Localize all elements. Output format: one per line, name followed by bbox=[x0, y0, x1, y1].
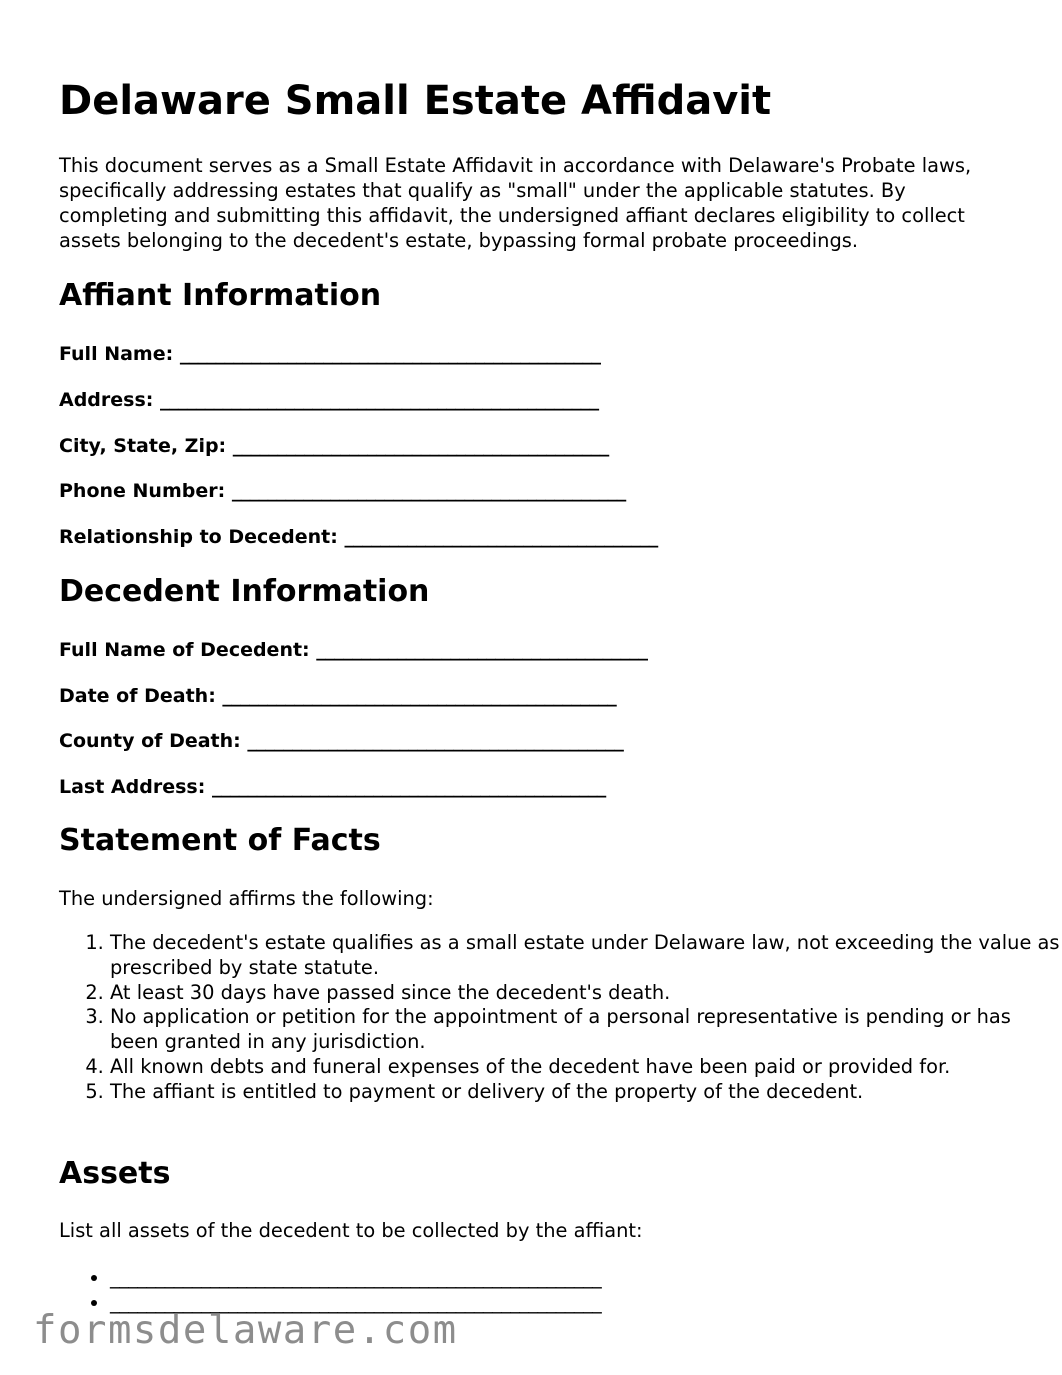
decedent-last-address-field[interactable] bbox=[59, 775, 606, 799]
asset-blank[interactable]: ______________________________________________________ bbox=[110, 1266, 602, 1289]
asset-blank[interactable]: ______________________________________________________ bbox=[110, 1291, 602, 1314]
affiant-relationship-field[interactable] bbox=[59, 525, 658, 549]
affiant-heading: Affiant Information bbox=[59, 278, 382, 313]
fact-item: 3. No application or petition for the appointment of a personal representative is pending or has been granted in any jurisdiction. bbox=[110, 1005, 1060, 1055]
page-title: Delaware Small Estate Affidavit bbox=[59, 78, 772, 124]
fact-item: 5. The affiant is entitled to payment or delivery of the property of the decedent. bbox=[110, 1080, 1060, 1105]
affiant-city-state-zip-field[interactable] bbox=[59, 434, 609, 458]
fact-item: 1. The decedent's estate qualifies as a small estate under Delaware law, not exceeding the value as prescribed by state statute. bbox=[110, 931, 1060, 981]
watermark: formsdelaware.com bbox=[33, 1308, 458, 1353]
decedent-county-of-death-field[interactable] bbox=[59, 729, 623, 753]
field-blank[interactable]: _____________________________________ bbox=[316, 639, 648, 661]
fact-item: 4. All known debts and funeral expenses of the decedent have been paid or provided for. bbox=[110, 1055, 1060, 1080]
decedent-date-of-death-field[interactable] bbox=[59, 684, 616, 708]
field-blank[interactable]: ____________________________________________ bbox=[211, 776, 606, 798]
field-blank[interactable]: __________________________________________ bbox=[232, 435, 609, 457]
field-label: Phone Number: bbox=[59, 480, 226, 502]
field-label: Full Name of Decedent: bbox=[59, 639, 310, 661]
field-blank[interactable]: ____________________________________________ bbox=[231, 480, 626, 502]
field-blank[interactable]: ___________________________________ bbox=[344, 526, 658, 548]
facts-lead: The undersigned affirms the following: bbox=[59, 887, 434, 910]
field-label: Date of Death: bbox=[59, 685, 216, 707]
field-label: Last Address: bbox=[59, 776, 206, 798]
fact-item: 2. At least 30 days have passed since the decedent's death. bbox=[110, 981, 1060, 1006]
affiant-address-field[interactable] bbox=[59, 388, 599, 412]
affiant-phone-number-field[interactable] bbox=[59, 479, 626, 503]
field-blank[interactable]: __________________________________________ bbox=[247, 730, 624, 752]
field-label: County of Death: bbox=[59, 730, 241, 752]
facts-heading: Statement of Facts bbox=[59, 823, 381, 858]
field-blank[interactable]: ____________________________________________ bbox=[222, 685, 617, 707]
field-blank[interactable]: _________________________________________________ bbox=[160, 389, 599, 411]
decedent-heading: Decedent Information bbox=[59, 574, 430, 609]
decedent-full-name-field[interactable] bbox=[59, 638, 647, 662]
field-blank[interactable]: _______________________________________________ bbox=[179, 343, 601, 365]
assets-heading: Assets bbox=[59, 1156, 171, 1191]
field-label: Full Name: bbox=[59, 343, 174, 365]
asset-item[interactable] bbox=[110, 1265, 601, 1290]
field-label: Address: bbox=[59, 389, 154, 411]
assets-lead: List all assets of the decedent to be collected by the affiant: bbox=[59, 1219, 643, 1242]
field-label: City, State, Zip: bbox=[59, 435, 227, 457]
field-label: Relationship to Decedent: bbox=[59, 526, 338, 548]
facts-list bbox=[59, 931, 1060, 1105]
affiant-full-name-field[interactable] bbox=[59, 342, 601, 366]
intro-paragraph: This document serves as a Small Estate Affidavit in accordance with Delaware's Probate laws, specifically addressing estates that qualify as "small" under the applicable statutes. By completing and submitting this affidavit, the undersigned affiant declares eligibility to collect assets belonging to the decedent's estate, bypassing formal probate proceedings. bbox=[59, 154, 972, 252]
